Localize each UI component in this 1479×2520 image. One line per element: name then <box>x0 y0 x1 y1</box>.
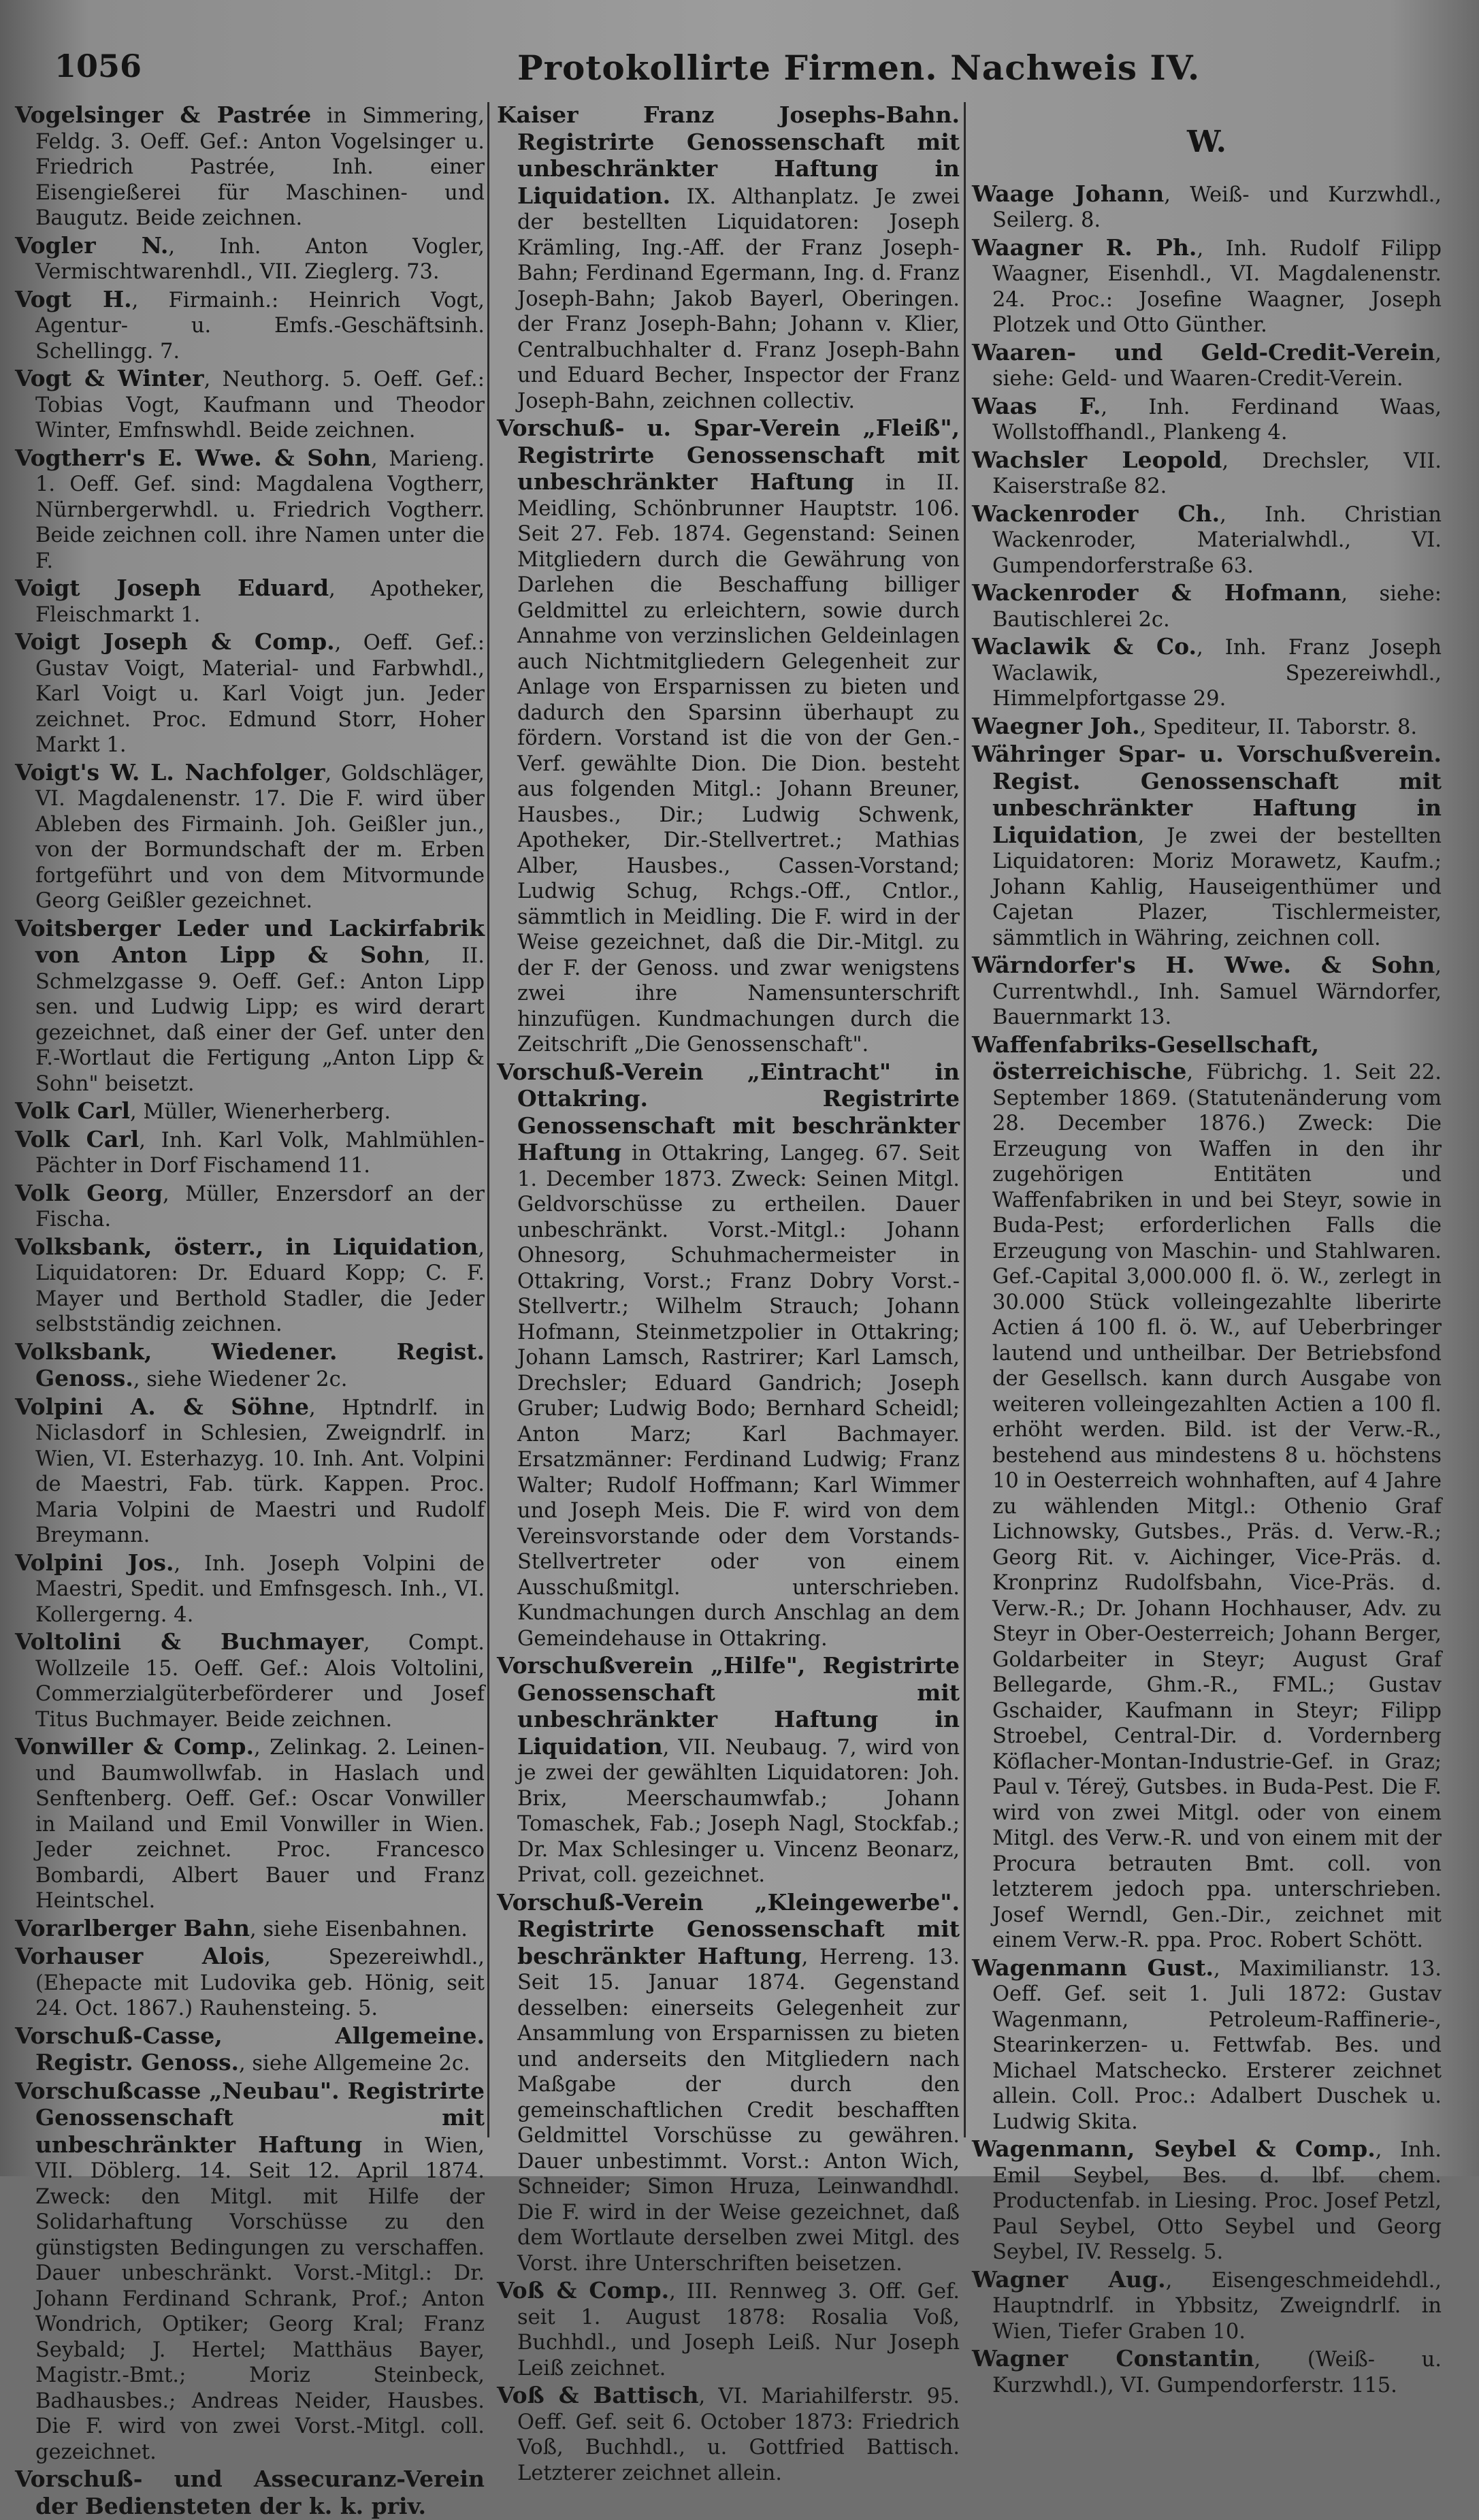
directory-entry <box>972 2346 1442 2398</box>
firm-name: Vogelsinger & Pastrée <box>15 101 312 128</box>
directory-entry <box>15 1234 485 1338</box>
directory-entry <box>497 102 960 414</box>
entry-details: , siehe: Geld- und Waaren-Credit-Verein. <box>992 341 1442 391</box>
entry-details: , Müller, Wienerherberg. <box>130 1100 391 1124</box>
entry-details: , Weiß- und Kurzwhdl., Seilerg. 8. <box>992 182 1442 232</box>
directory-entry <box>15 1943 485 2022</box>
firm-name: Volksbank, Wiedener. Regist. Genoss. <box>15 1338 485 1391</box>
firm-name: Währinger Spar- u. Vorschußverein. Regist. Genossenschaft mit unbeschränkter Haftung in Liquidation <box>972 741 1442 848</box>
entry-details: , Inh. Karl Volk, Mahlmühlen-Pächter in Dorf Fischamend 11. <box>35 1128 485 1178</box>
entry-details: in II. Meidling, Schönbrunner Hauptstr. 106. Seit 27. Feb. 1874. Gegenstand: Seinen Mitgliedern durch die Gewährung von Darlehen die Beschaffung billiger Geldmittel zu erleichtern, sowie durch Annahme von verzinslichen Geldeinlagen auch Nichtmitgliedern Gelegenheit zur Anlage von Ersparnissen zu bieten und dadurch den Sparsinn überhaupt zu fördern. Vorstand ist die von der Gen.-Verf. gewählte Dion. Die Dion. besteht aus folgenden Mitgl.: Johann Breuner, Hausbes., Dir.; Ludwig Schwenk, Apotheker, Dir.-Stellvertret.; Mathias Alber, Hausbes., Cassen-Vorstand; Ludwig Schug, Rchgs.-Off., Cntlor., sämmtlich in Meidling. Die F. wird in der Weise gezeichnet, daß die Dir.-Mitgl. zu der F. der Genoss. und zwar wenigstens zwei ihre Namensunterschrift hinzufügen. Kundmachungen durch die Zeitschrift „Die Genossenschaft". <box>517 471 960 1056</box>
entry-details: , Goldschläger, VI. Magdalenenstr. 17. Die F. wird über Ableben des Firmainh. Joh. Geißler jun., von der Bormundschaft der m. Erben fortgeführt und von dem Mitvormunde Georg Geißler gezeichnet. <box>35 761 485 913</box>
directory-entry <box>15 287 485 365</box>
firm-name: Wagner Aug. <box>972 2265 1166 2293</box>
directory-entry <box>972 1032 1442 1954</box>
directory-entry <box>972 340 1442 392</box>
entry-details: , III. Rennweg 3. Off. Gef. seit 1. August 1878: Rosalia Voß, Buchhdl., und Joseph Leiß. Nur Joseph Leiß zeichnet. <box>517 2280 960 2380</box>
firm-name: Voigt Joseph & Comp. <box>15 628 335 655</box>
directory-entry <box>972 952 1442 1031</box>
firm-name: Voß & Battisch <box>497 2382 699 2408</box>
entry-details: , Inh. Rudolf Filipp Waagner, Eisenhdl., VI. Magdalenenstr. 24. Proc.: Josefine Waagner, Joseph Plotzek und Otto Günther. <box>992 236 1442 337</box>
entry-details: , Drechsler, VII. Kaiserstraße 82. <box>992 449 1442 498</box>
directory-entry <box>972 393 1442 446</box>
firm-name: Wackenroder & Hofmann <box>972 579 1342 606</box>
firm-name: Vorschuß-Casse, Allgemeine. Registr. Genoss. <box>15 2022 485 2075</box>
firm-name: Vorschuß- u. Spar-Verein „Fleiß", Registrirte Genossenschaft mit unbeschränkter Haftung <box>497 415 960 495</box>
entry-details: , Hptndrlf. in Niclasdorf in Schlesien, Zweigndrlf. in Wien, VI. Esterhazyg. 10. Inh. Ant. Volpini de Maestri, Fab. türk. Kappen. Proc. Maria Volpini de Maestri und Rudolf Breymann. <box>35 1395 485 1547</box>
directory-entry <box>972 741 1442 951</box>
entry-details: in Simmering, Feldg. 3. Oeff. Gef.: Anton Vogelsinger u. Friedrich Pastrée, Inh. einer Eisengießerei für Maschinen- und Baugutz. Beide zeichnen. <box>35 104 485 230</box>
directory-entry <box>15 1916 485 1943</box>
entry-details: , Apotheker, Fleischmarkt 1. <box>35 577 485 627</box>
entry-details: , Currentwhdl., Inh. Samuel Wärndorfer, Bauernmarkt 13. <box>992 954 1442 1029</box>
firm-name: Voltolini & Buchmayer <box>15 1628 363 1655</box>
firm-name: Voigt's W. L. Nachfolger <box>15 758 325 786</box>
directory-entry <box>972 181 1442 233</box>
entry-details: , siehe: Bautischlerei 2c. <box>992 582 1442 632</box>
column-divider <box>964 102 966 2137</box>
firm-name: Waclawik & Co. <box>972 633 1197 660</box>
directory-entry <box>15 1394 485 1549</box>
firm-name: Volpini A. & Söhne <box>15 1393 310 1420</box>
firm-name: Vorschuß-Verein „Eintracht" in Ottakring. Registrirte Genossenschaft mit beschränkter Haftung <box>497 1058 960 1165</box>
column-divider <box>487 102 489 2137</box>
entry-details: , Eisengeschmeidehdl., Hauptndrlf. in Ybbsitz, Zweigndrlf. in Wien, Tiefer Graben 10. <box>992 2268 1442 2344</box>
entry-details: , Inh. Ferdinand Waas, Wollstoffhandl., Plankeng 4. <box>992 395 1442 445</box>
firm-name: Vorschuß-Verein „Kleingewerbe". Registrirte Genossenschaft mit beschränkter Haftung <box>497 1888 960 1969</box>
firm-name: Volpini Jos. <box>15 1549 174 1576</box>
directory-entry <box>15 445 485 575</box>
directory-entry <box>972 447 1442 500</box>
directory-entry <box>15 629 485 758</box>
firm-name: Vogt H. <box>15 285 132 312</box>
directory-entry <box>15 916 485 1097</box>
firm-name: Waage Johann <box>972 180 1165 207</box>
entry-details: , Oeff. Gef.: Gustav Voigt, Material- und Farbwhdl., Karl Voigt u. Karl Voigt jun. Jeder zeichnet. Proc. Edmund Storr, Hoher Markt 1. <box>35 631 485 757</box>
entry-details: , Herreng. 13. Seit 15. Januar 1874. Gegenstand desselben: einerseits Gelegenheit zur Ansammlung von Ersparnissen zu bieten und anderseits den Mitgliedern nach Maßgabe der durch den gemeinschaftlichen Credit beschafften Geldmittel Vorschüsse zu gewähren. Dauer unbestimmt. Vorst.: Anton Wich, Schneider; Simon Hruza, Leinwandhdl. Die F. wird in der Weise gezeichnet, daß dem Wortlaute derselben zwei Mitgl. des Vorst. ihre Unterschriften beisetzen. <box>517 1945 960 2276</box>
firm-name: Waegner Joh. <box>972 712 1140 739</box>
directory-entry <box>15 1550 485 1628</box>
firm-name: Wärndorfer's H. Wwe. & Sohn <box>972 952 1435 978</box>
entry-details: , Müller, Enzersdorf an der Fischa. <box>35 1182 485 1231</box>
column-left <box>15 101 485 2519</box>
firm-name: Volksbank, österr., in Liquidation <box>15 1233 478 1260</box>
entry-details: , Fübrichg. 1. Seit 22. September 1869. (Statutenänderung vom 28. December 1876.) Zweck: Die Erzeugung von Waffen in den ihr zugehörigen Entitäten und Waffenfabriken in und bei Steyr, sowie in Buda-Pest; erforderlichen Falls die Erzeugung von Maschin- und Stahlwaren. Gef.-Capital 3,000.000 fl. ö. W., zerlegt in 30.000 Stück volleingezahlte liberirte Actien á 100 fl. ö. W., auf Ueberbringer lautend und untheilbar. Der Betriebsfond der Gesellsch. kann durch Ausgabe von weiteren volleingezahlten Actien a 100 fl. erhöht werden. Bild. ist der Verw.-R., bestehend aus mindestens 8 u. höchstens 10 in Oesterreich wohnhaften, auf 4 Jahre zu wählenden Mitgl.: Othenio Graf Lichnowsky, Gutsbes., Präs. d. Verw.-R.; Georg Rit. v. Aichinger, Vice-Präs. d. Kronprinz Rudolfsbahn, Vice-Präs. d. Verw.-R.; Dr. Johann Hochhauser, Adv. zu Steyr in Ober-Oesterreich; Johann Berger, Goldarbeiter in Steyr; August Graf Bellegarde, Ghm.-R., FML.; Gustav Gschaider, Kaufmann in Steyr; Filipp Stroebel, Central-Dir. d. Vordernberg Köflacher-Montan-Industrie-Gef. in Graz; Paul v. Téreÿ, Gutsbes. in Buda-Pest. Die F. wird von zwei Mitgl. oder von einem Mitgl. des Verw.-R. und von einem mit der Procura betrauten Bmt. coll. von letzterem jedoch ppa. unterschrieben. Josef Werndl, Gen.-Dir., zeichnet mit einem Verw.-R. ppa. Proc. Robert Schött. <box>992 1061 1442 1952</box>
directory-entry <box>497 1890 960 2277</box>
directory-entry <box>15 1180 485 1233</box>
entry-details: , Compt. Wollzeile 15. Oeff. Gef.: Alois Voltolini, Commerzialgüterbeförderer und Josef Titus Buchmayer. Beide zeichnen. <box>35 1631 485 1732</box>
firm-name: Vorschußcasse „Neubau". Registrirte Genossenschaft mit unbeschränkter Haftung <box>15 2077 485 2158</box>
directory-entry <box>497 415 960 1058</box>
entry-details: , Marieng. 1. Oeff. Gef. sind: Magdalena Vogtherr, Nürnbergerwhdl. u. Friedrich Vogtherr. Beide zeichnen coll. ihre Namen unter die F. <box>35 447 485 573</box>
firm-name: Vorhauser Alois <box>15 1943 265 1969</box>
directory-entry <box>497 2278 960 2381</box>
entry-details: , Firmainh.: Heinrich Vogt, Agentur- u. Emfs.-Geschäftsinh. Schellingg. 7. <box>35 288 485 364</box>
directory-entry <box>972 713 1442 741</box>
firm-name: Voitsberger Leder und Lackirfabrik von Anton Lipp & Sohn <box>15 914 485 968</box>
firm-name: Wagenmann Gust. <box>972 1954 1214 1981</box>
directory-entry <box>972 580 1442 632</box>
entry-details: , Spezereiwhdl., (Ehepacte mit Ludovika geb. Hönig, seit 24. Oct. 1867.) Rauhensteing. 5. <box>35 1945 485 2020</box>
directory-entry <box>15 233 485 285</box>
directory-entry <box>15 1339 485 1393</box>
directory-entry <box>972 501 1442 579</box>
directory-entry <box>15 2078 485 2466</box>
entry-details: , (Weiß- u. Kurzwhdl.), VI. Gumpendorferstr. 115. <box>992 2348 1442 2397</box>
firm-name: Wagenmann, Seybel & Comp. <box>972 2135 1376 2162</box>
firm-name: Volk Carl <box>15 1097 131 1124</box>
entry-details: , Spediteur, II. Taborstr. 8. <box>1139 715 1418 739</box>
entry-details: , II. Schmelzgasse 9. Oeff. Gef.: Anton Lipp sen. und Ludwig Lipp; es wird derart gezeichnet, daß einer der Gef. unter den F.-Wortlaut die Fertigung „Anton Lipp & Sohn" beisetzt. <box>35 944 485 1096</box>
entry-details: , Maximilianstr. 13. Oeff. Gef. seit 1. Juli 1872: Gustav Wagenmann, Petroleum-Raffinerie-, Stearinkerzen- u. Fettwfab. Bes. und Michael Matschecko. Ersterer zeichnet allein. Coll. Proc.: Adalbert Duschek u. Ludwig Skita. <box>992 1956 1442 2134</box>
firm-name: Wackenroder Ch. <box>972 500 1220 527</box>
firm-name: Wachsler Leopold <box>972 446 1222 473</box>
entry-details: , Zelinkag. 2. Leinen- und Baumwollwfab. in Haslach und Senftenberg. Oeff. Gef.: Oscar Vonwiller in Mailand und Emil Vonwiller in Wien. Jeder zeichnet. Proc. Francesco Bombardi, Albert Bauer und Franz Heintschel. <box>35 1736 485 1913</box>
firm-name: Voigt Joseph Eduard <box>15 575 329 601</box>
entry-details: , Inh. Christian Wackenroder, Materialwhdl., VI. Gumpendorferstraße 63. <box>992 502 1442 578</box>
directory-entry <box>497 1653 960 1888</box>
entry-details: , Je zwei der bestellten Liquidatoren: Moriz Morawetz, Kaufm.; Johann Kahlig, Hauseigenthümer und Cajetan Plazer, Tischlermeister, sämmtlich in Währing, zeichnen coll. <box>992 824 1442 950</box>
directory-entry <box>972 2267 1442 2345</box>
firm-name: Vogtherr's E. Wwe. & Sohn <box>15 444 372 471</box>
entry-details: , Liquidatoren: Dr. Eduard Kopp; C. F. Mayer und Berthold Stadler, die Jeder selbstständig zeichnen. <box>35 1235 485 1336</box>
directory-entry <box>15 366 485 444</box>
firm-name: Waffenfabriks-Gesellschaft, österreichische <box>972 1031 1320 1084</box>
entry-details: , Inh. Emil Seybel, Bes. d. lbf. chem. Productenfab. in Liesing. Proc. Josef Petzl, Paul Seybel, Otto Seybel und Georg Seybel, IV. Resselg. 5. <box>992 2138 1442 2264</box>
firm-name: Vorschußverein „Hilfe", Registrirte Genossenschaft mit unbeschränkter Haftung in Liquidation <box>497 1652 960 1760</box>
directory-entry <box>972 2136 1442 2265</box>
firm-name: Kaiser Franz Josephs-Bahn. Registrirte Genossenschaft mit unbeschränkter Haftung in Liquidation. <box>497 101 960 209</box>
directory-entry <box>972 634 1442 712</box>
entry-details: , Inh. Franz Joseph Waclawik, Spezereiwhdl., Himmelpfortgasse 29. <box>992 636 1442 711</box>
entry-details: , siehe Allgemeine 2c. <box>239 2052 470 2075</box>
entry-details: in Ottakring, Langeg. 67. Seit 1. December 1873. Zweck: Seinen Mitgl. Geldvorschüsse zu ertheilen. Dauer unbeschränkt. Vorst.-Mitgl.: Johann Ohnesorg, Schuhmachermeister in Ottakring, Vorst.; Franz Dobry Vorst.-Stellvertr.; Wilhelm Strauch; Johann Hofmann, Steinmetzpolier in Ottakring; Johann Lamsch, Rastrirer; Karl Lamsch, Drechsler; Eduard Gandrich; Joseph Gruber; Ludwig Bodo; Bernhard Scheidl; Anton Marz; Karl Bachmayer. Ersatzmänner: Ferdinand Ludwig; Franz Walter; Rudolf Hoffmann; Karl Wimmer und Joseph Meis. Die F. wird von dem Vereinsvorstande oder dem Vorstands-Stellvertreter oder von einem Ausschußmitgl. unterschrieben. Kundmachungen durch Anschlag an dem Gemeindehause in Ottakring. <box>517 1142 960 1651</box>
page-number: 1056 <box>54 48 142 84</box>
firm-name: Voß & Comp. <box>497 2277 670 2304</box>
entry-details: , Neuthorg. 5. Oeff. Gef.: Tobias Vogt, Kaufmann und Theodor Winter, Emfnswhdl. Beide zeichnen. <box>35 368 485 442</box>
page-header <box>41 48 1443 95</box>
directory-entry <box>15 1098 485 1125</box>
section-letter: W. <box>1187 125 1226 159</box>
directory-entry <box>15 1734 485 1914</box>
firm-name: Waagner R. Ph. <box>972 233 1197 261</box>
firm-name: Vogler N. <box>15 231 169 259</box>
entry-details: , siehe Eisenbahnen. <box>249 1917 468 1941</box>
directory-entry <box>15 1629 485 1732</box>
firm-name: Wagner Constantin <box>972 2345 1254 2372</box>
column-right <box>972 102 1442 2397</box>
entry-details: , VI. Mariahilferstr. 95. Oeff. Gef. seit 6. October 1873: Friedrich Voß, Buchhdl., u. Gottfried Battisch. Letzterer zeichnet allein. <box>517 2385 960 2485</box>
entry-details: , VII. Neubaug. 7, wird von je zwei der gewählten Liquidatoren: Joh. Brix, Meerschaumwfab.; Johann Tomaschek, Fab.; Joseph Nagl, Stockfab.; Dr. Max Schlesinger u. Vincenz Beonarz, Privat, coll. gezeichnet. <box>517 1735 960 1887</box>
directory-entry <box>972 1955 1442 2135</box>
column-middle <box>497 101 960 2485</box>
directory-entry <box>15 1127 485 1179</box>
directory-entry <box>15 760 485 914</box>
entry-details: IX. Althanplatz. Je zwei der bestellten Liquidatoren: Joseph Krämling, Ing.-Aff. der Franz Joseph-Bahn; Ferdinand Egermann, Ing. d. Franz Joseph-Bahn; Jakob Bayerl, Oberingen. der Franz Joseph-Bahn; Johann v. Klier, Centralbuchhalter d. Franz Joseph-Bahn und Eduard Becher, Inspector der Franz Joseph-Bahn, zeichnen collectiv. <box>517 184 960 413</box>
entry-details: , Inh. Anton Vogler, Vermischtwarenhdl., VII. Zieglerg. 73. <box>35 234 485 284</box>
firm-name: Vogt & Winter <box>15 365 204 391</box>
firm-name: Vorschuß- und Assecuranz-Verein der Bediensteten der k. k. priv. <box>15 2466 485 2519</box>
entry-details: , Inh. Joseph Volpini de Maestri, Spedit. und Emfnsgesch. Inh., VI. Kollergerng. 4. <box>35 1551 485 1627</box>
directory-entry <box>15 575 485 628</box>
directory-entry <box>497 1059 960 1652</box>
directory-entry <box>497 2382 960 2486</box>
running-title: Protokollirte Firmen. Nachweis IV. <box>517 48 1201 88</box>
entry-details: in Wien, VII. Döblerg. 14. Seit 12. April 1874. Zweck: den Mitgl. mit Hilfe der Solidarhaftung Vorschüsse zu den günstigsten Bedingungen zu verschaffen. Dauer unbeschränkt. Vorst.-Mitgl.: Dr. Johann Ferdinand Schrank, Prof.; Anton Wondrich, Optiker; Georg Kral; Franz Seybald; J. Hertel; Matthäus Bayer, Magistr.-Bmt.; Moriz Steinbeck, Badhausbes.; Andreas Neider, Hausbes. Die F. wird von zwei Vorst.-Mitgl. coll. gezeichnet. <box>35 2133 485 2464</box>
entry-details: , siehe Wiedener 2c. <box>133 1368 348 1391</box>
directory-entry <box>972 235 1442 338</box>
firm-name: Volk Georg <box>15 1179 163 1206</box>
directory-entry <box>15 2466 485 2520</box>
directory-entry <box>15 2023 485 2077</box>
firm-name: Waaren- und Geld-Credit-Verein <box>972 338 1435 366</box>
firm-name: Vonwiller & Comp. <box>15 1733 254 1760</box>
firm-name: Volk Carl <box>15 1125 140 1152</box>
firm-name: Vorarlberger Bahn <box>15 1914 250 1941</box>
directory-entry <box>15 102 485 231</box>
firm-name: Waas F. <box>972 392 1101 419</box>
